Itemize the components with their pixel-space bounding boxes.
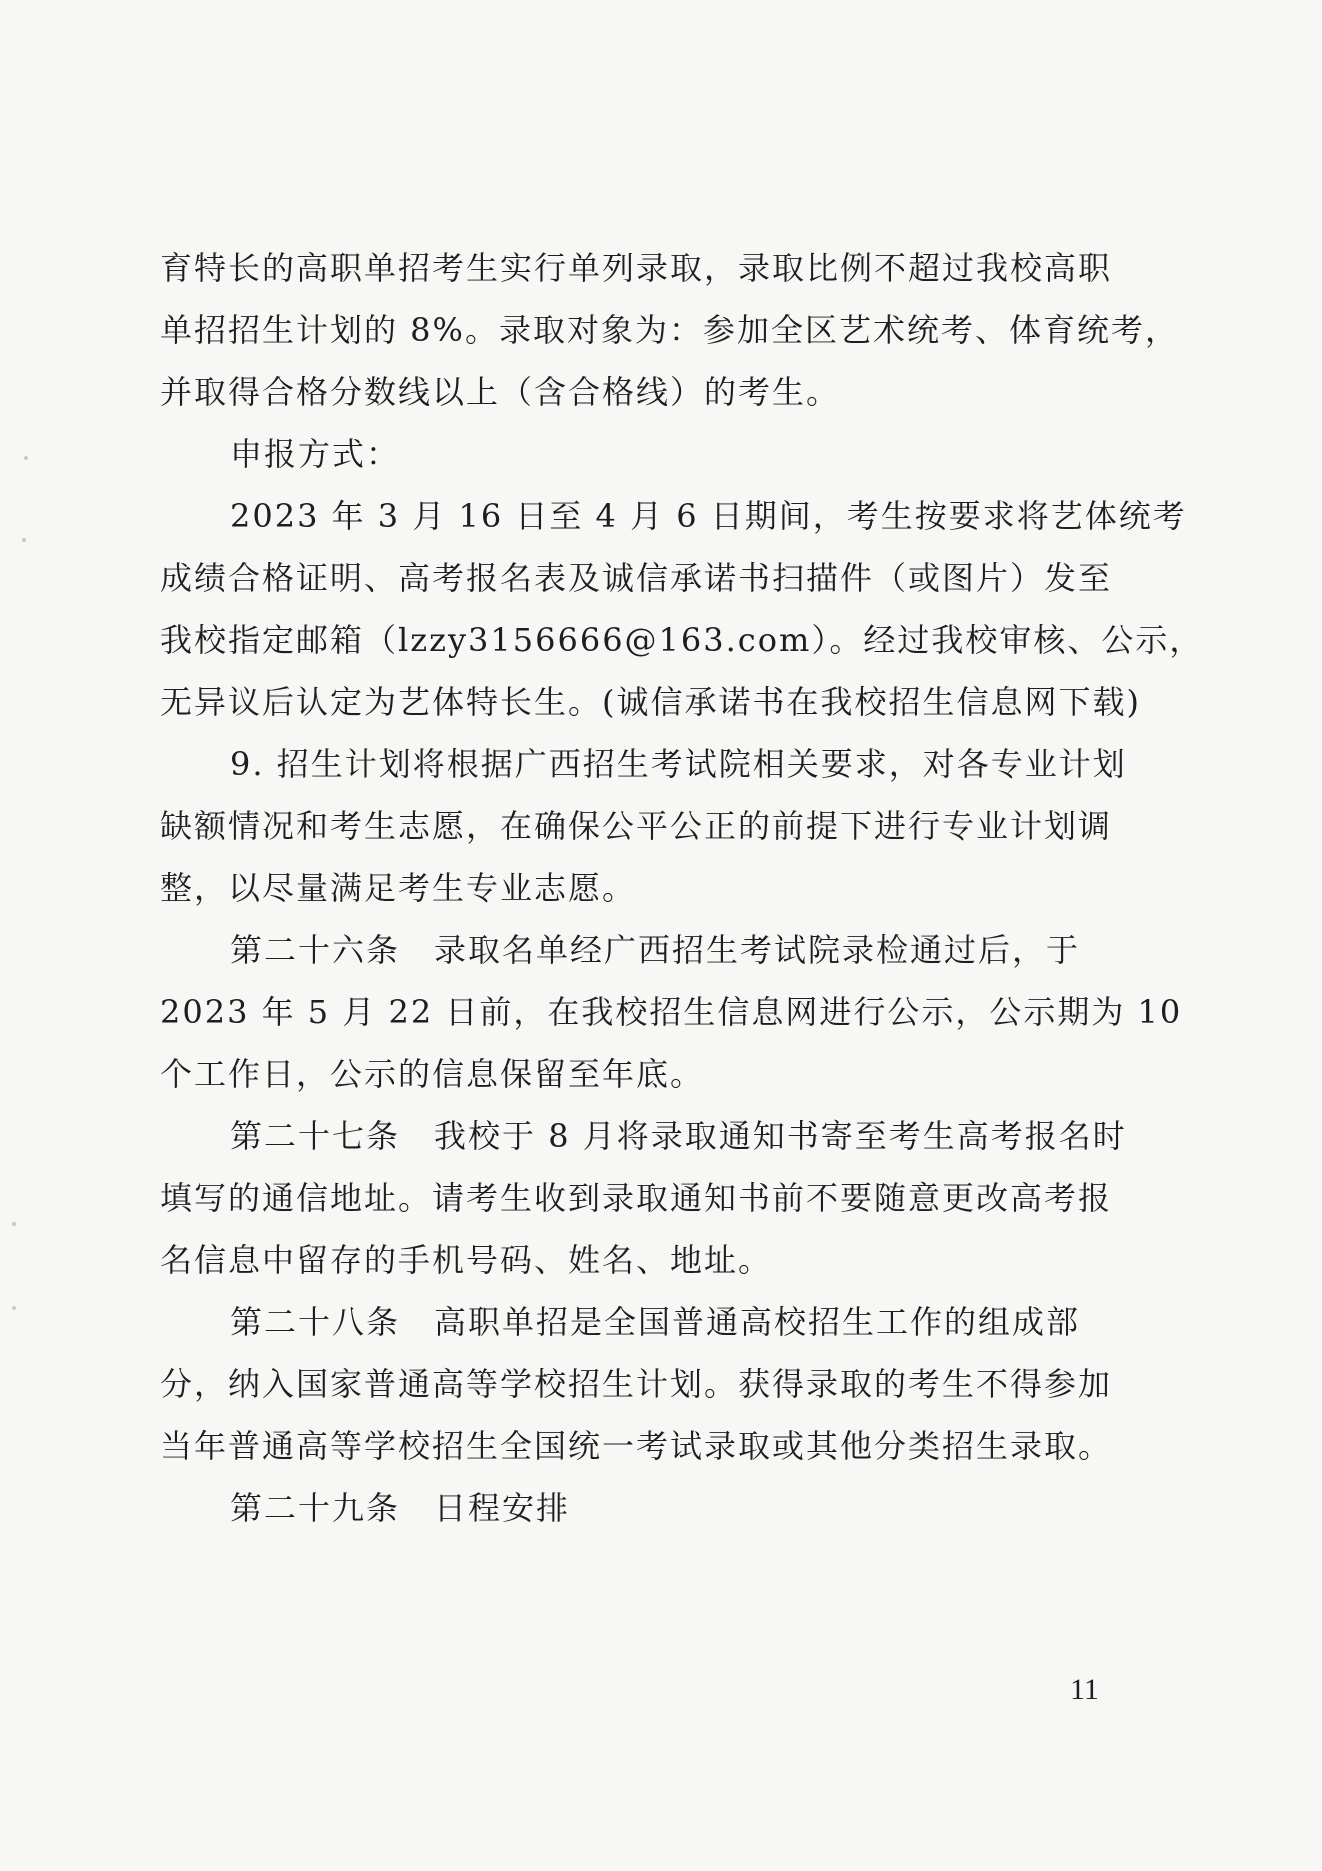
article-27-line	[230, 1116, 1140, 1156]
scan-speck	[24, 456, 28, 460]
scan-speck	[12, 1222, 16, 1226]
article-29-line	[230, 1488, 1140, 1528]
paragraph-line: 当年普通高等学校招生全国统一考试录取或其他分类招生录取。	[160, 1427, 1113, 1465]
paragraph-line: 缺额情况和考生志愿，在确保公平公正的前提下进行专业计划调	[160, 807, 1113, 845]
article-number: 第二十六条	[230, 931, 401, 969]
paragraph-line: 无异议后认定为艺体特长生。(诚信承诺书在我校招生信息网下载)	[160, 683, 1141, 721]
paragraph-line: 我校指定邮箱（lzzy3156666@163.com）。经过我校审核、公示，	[160, 621, 1204, 659]
paragraph-line: 单招招生计划的 8%。录取对象为：参加全区艺术统考、体育统考，	[160, 311, 1179, 349]
article-text: 我校于 8 月将录取通知书寄至考生高考报名时	[434, 1117, 1127, 1155]
article-number: 第二十九条	[230, 1489, 401, 1527]
scan-speck	[22, 538, 26, 542]
article-26-line	[230, 930, 1140, 970]
section-heading: 申报方式：	[230, 435, 401, 473]
page-number: 11	[1070, 1673, 1099, 1706]
paragraph-line: 成绩合格证明、高考报名表及诚信承诺书扫描件（或图片）发至	[160, 559, 1113, 597]
article-number: 第二十七条	[230, 1117, 401, 1155]
paragraph-line: 并取得合格分数线以上（含合格线）的考生。	[160, 373, 841, 411]
article-text: 日程安排	[434, 1489, 571, 1527]
paragraph-line: 名信息中留存的手机号码、姓名、地址。	[160, 1241, 773, 1279]
article-text: 高职单招是全国普通高校招生工作的组成部	[434, 1303, 1081, 1341]
paragraph-line: 2023 年 3 月 16 日至 4 月 6 日期间，考生按要求将艺体统考	[230, 497, 1187, 535]
paragraph-line: 分，纳入国家普通高等学校招生计划。获得录取的考生不得参加	[160, 1365, 1113, 1403]
paragraph-line: 个工作日，公示的信息保留至年底。	[160, 1055, 705, 1093]
article-28-line	[230, 1302, 1140, 1342]
paragraph-line: 9. 招生计划将根据广西招生考试院相关要求，对各专业计划	[230, 745, 1127, 783]
scan-speck	[12, 1306, 16, 1310]
paragraph-line: 填写的通信地址。请考生收到录取通知书前不要随意更改高考报	[160, 1179, 1113, 1217]
paragraph-line: 2023 年 5 月 22 日前，在我校招生信息网进行公示，公示期为 10	[160, 993, 1183, 1031]
article-text: 录取名单经广西招生考试院录检通过后，于	[434, 931, 1081, 969]
article-number: 第二十八条	[230, 1303, 401, 1341]
paragraph-line: 育特长的高职单招考生实行单列录取，录取比例不超过我校高职	[160, 249, 1113, 287]
paragraph-line: 整，以尽量满足考生专业志愿。	[160, 869, 637, 907]
